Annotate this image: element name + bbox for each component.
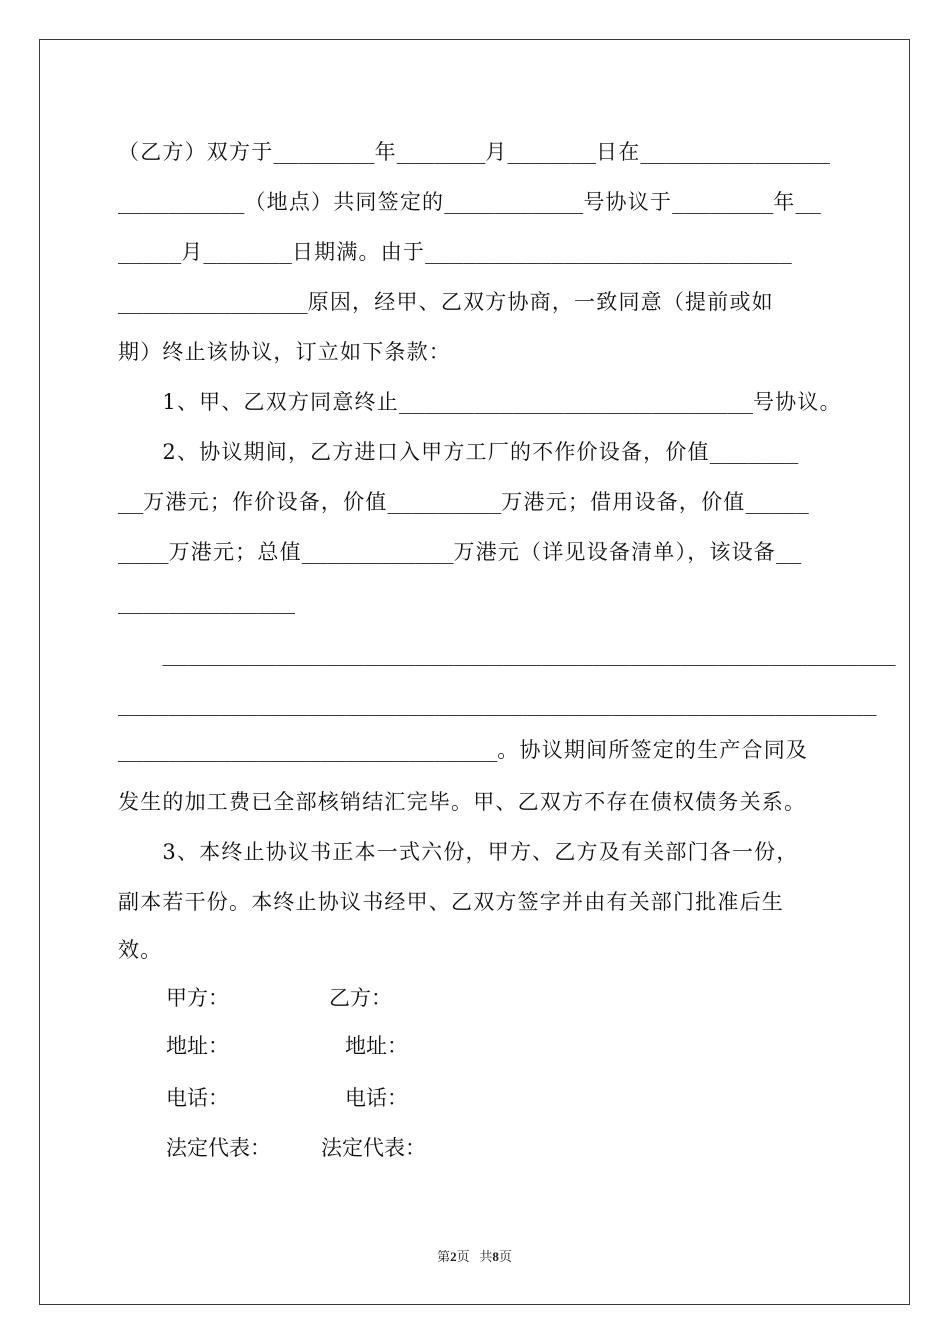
- legal-rep-a-label: 法定代表：: [166, 1136, 271, 1160]
- body-line: __________（地点）共同签定的___________号协议于________年__: [118, 190, 821, 214]
- body-line: __万港元；作价设备，价值_________万港元；借用设备，价值_____: [118, 490, 809, 514]
- body-line: 1、甲、乙双方同意终止____________________________号协议。: [118, 390, 842, 414]
- body-line: 副本若干份。本终止协议书经甲、乙双方签字并由有关部门批准后生: [118, 890, 784, 914]
- address-a-label: 地址：: [166, 1034, 229, 1058]
- document-page: [39, 39, 910, 1305]
- party-b-label: 乙方：: [329, 986, 392, 1010]
- body-line: _____月_______日期满。由于_____________________________: [118, 240, 792, 264]
- body-line: ____________________________________________________________: [118, 692, 877, 716]
- page-footer: [40, 1246, 909, 1265]
- body-line: 2、协议期间，乙方进口入甲方工厂的不作价设备，价值_______: [118, 440, 799, 464]
- party-a-label: 甲方：: [166, 986, 229, 1010]
- footer-total-suffix: 页: [498, 1249, 512, 1264]
- footer-page-suffix: 页: [456, 1249, 470, 1264]
- body-line: ______________________________。协议期间所签定的生产合同及: [118, 738, 809, 762]
- body-line: 3、本终止协议书正本一式六份，甲方、乙方及有关部门各一份，: [118, 840, 799, 864]
- phone-a-label: 电话：: [166, 1086, 229, 1110]
- body-line: ____万港元；总值____________万港元（详见设备清单），该设备__: [118, 540, 802, 564]
- current-page-number: 2: [450, 1249, 457, 1264]
- footer-total-prefix: 共: [479, 1249, 493, 1264]
- address-b-label: 地址：: [345, 1034, 408, 1058]
- body-line: 期）终止该协议，订立如下条款：: [118, 340, 451, 364]
- total-page-number: 8: [492, 1249, 499, 1264]
- body-line: （乙方）双方于________年_______月_______日在_______________: [118, 140, 831, 164]
- body-line: __________________________________________________________: [162, 642, 896, 666]
- body-line: _______________原因，经甲、乙双方协商，一致同意（提前或如: [118, 290, 774, 314]
- body-line: 效。: [118, 938, 163, 962]
- phone-b-label: 电话：: [345, 1086, 408, 1110]
- footer-prefix: 第: [437, 1249, 451, 1264]
- body-line: 发生的加工费已全部核销结汇完毕。甲、乙双方不存在债权债务关系。: [118, 790, 807, 814]
- body-line: ______________: [118, 590, 296, 614]
- legal-rep-b-label: 法定代表：: [321, 1136, 426, 1160]
